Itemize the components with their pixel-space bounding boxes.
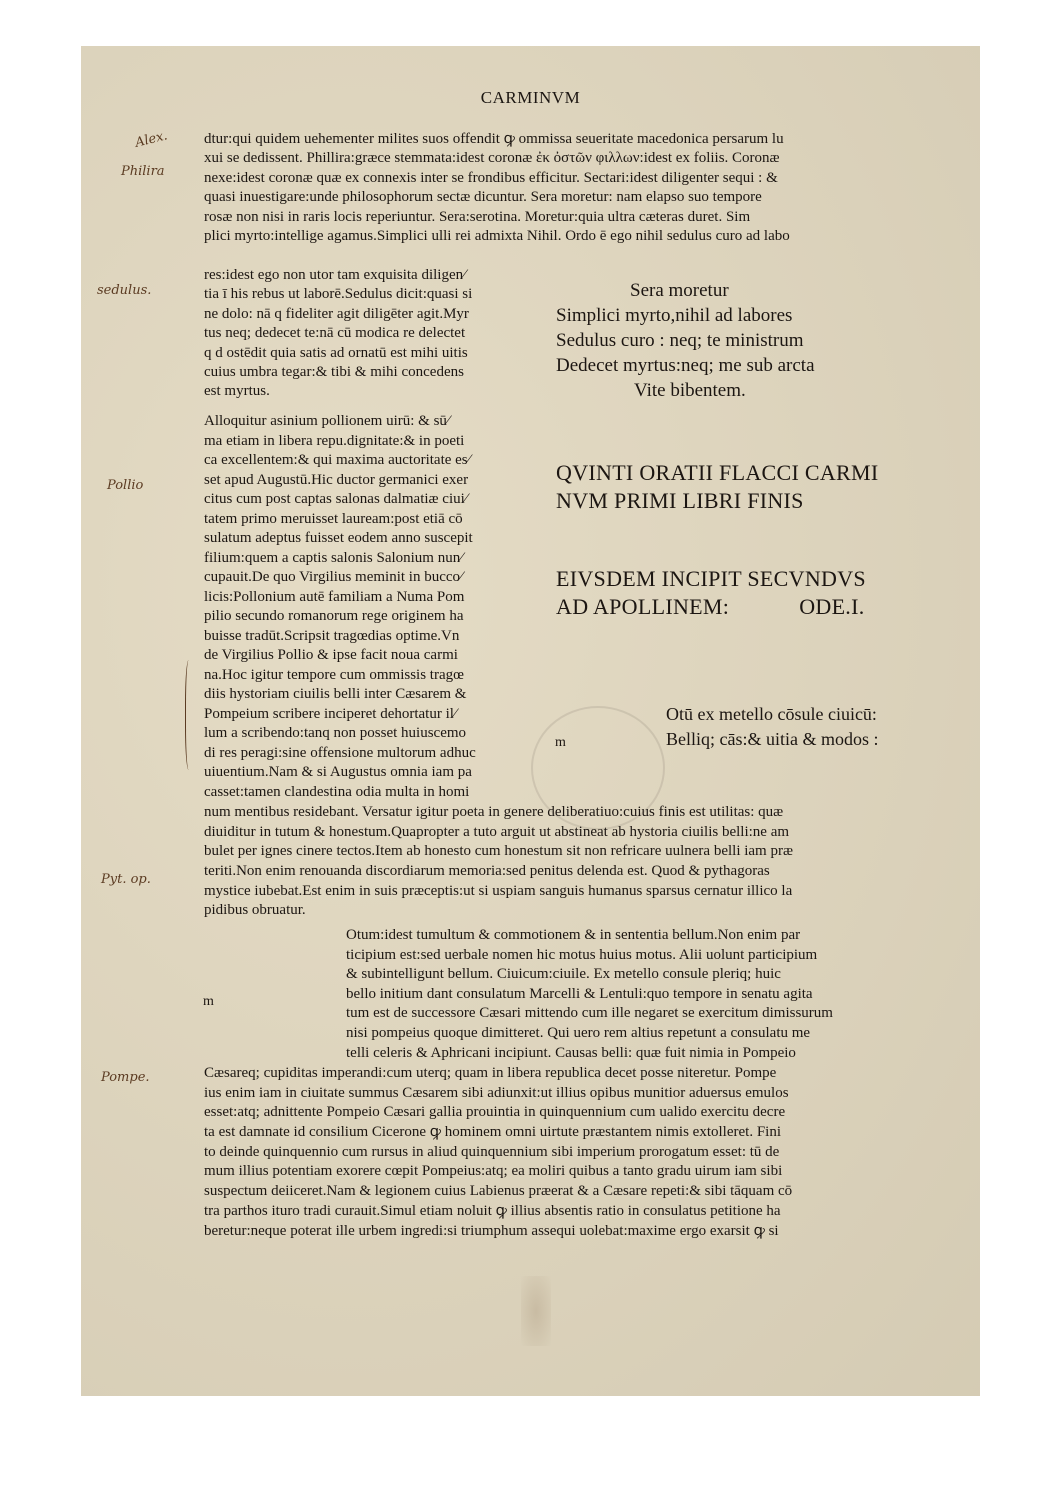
commentary-full-width [204, 803, 793, 921]
verse-line: Sera moretur [630, 280, 729, 301]
column-line: ne dolo: nā q fideliter agit diligēter agit.Myr [204, 305, 469, 322]
column-line: filium:quem a captis salonis Salonium nun⁄ [204, 549, 463, 566]
body-line: tra parthos ituro tradi curauit.Simul etiam noluit ꝙ illius absentis ratio in consulatus petitione ha [204, 1202, 781, 1219]
heading-line: EIVSDEM INCIPIT SECVNDVS [556, 566, 866, 591]
verse-line: Vite bibentem. [634, 380, 746, 401]
body-line: bello initium dant consulatum Marcelli & Lentuli:quo tempore in senatu agita [346, 985, 813, 1002]
body-line: suspectum deiiceret.Nam & legionem cuius Labienus præerat & a Cæsare repeti:& sibi tāquam cō [204, 1183, 793, 1200]
commentary-indented [346, 926, 833, 1063]
paper-stain [521, 1276, 551, 1346]
column-line: di res peragi:sine offensione multorum adhuc [204, 744, 476, 761]
margin-note-alex: Alex. [133, 128, 170, 151]
body-line: teriti.Non enim renouanda discordiarum memoria:sed penitus delenda est. Quod & pythagoras [204, 863, 770, 880]
column-line: ma etiam in libera repu.dignitate:& in poeti [204, 432, 465, 449]
body-line: ticipium est:sed uerbale nomen hic motus huius motus. Alii uolunt participium [346, 946, 818, 963]
column-line: Pompeium scribere inciperet dehortatur il⁄ [204, 705, 457, 722]
margin-note-philira: Philira [121, 164, 165, 179]
body-line: mum illius potentiam exorere cœpit Pompeius:atq; ea moliri quibus a tanto gradu uirum iam sibi [204, 1163, 783, 1180]
gloss-line: dtur:qui quidem uehementer milites suos offendit ꝙ ommissa seueritate macedonica persarum lu [204, 131, 784, 147]
column-line: ca excellentem:& qui maxima auctoritate es⁄ [204, 452, 471, 468]
column-line: Alloquitur asinium pollionem uirū: & sū⁄ [204, 413, 450, 429]
heading-line: NVM PRIMI LIBRI FINIS [556, 488, 804, 513]
body-line: & subintelligunt bellum. Ciuicum:ciuile. Ex metello consule pleriq; huic [346, 966, 781, 983]
column-line: q d ostēdit quia satis ad ornatū est mihi uitis [204, 344, 468, 361]
body-line: nisi pompeius quoque dimitteret. Qui uero rem altius repetunt a consulatu me [346, 1024, 811, 1041]
column-line: licis:Pollonium autē familiam a Numa Pom [204, 588, 465, 605]
gloss-line: rosæ non nisi in raris locis reperiuntur. Sera:serotina. Moretur:quia ultra cæteras duret. Sim [204, 208, 751, 225]
column-line: na.Hoc igitur tempore cum ommissis tragœ [204, 666, 464, 683]
verse-line: Dedecet myrtus:neq; me sub arcta [556, 355, 815, 376]
ode-opening-verse [666, 702, 878, 752]
column-line: pilio secundo romanorum rege originem ha [204, 608, 464, 624]
gloss-line: quasi inuestigare:unde philosophorum sectæ dicuntur. Sera moretur: nam elapso suo tempore [204, 189, 762, 206]
gloss-line: xui se dedissent. Phillira:græce stemmata:idest coronæ ἐκ ὀστῶν φιλλων:idest ex foliis. Coronæ [204, 150, 780, 167]
heading-line: QVINTI ORATII FLACCI CARMI [556, 460, 879, 485]
verse-line: Sedulus curo : neq; te ministrum [556, 330, 804, 351]
heading-line: AD APOLLINEM: [556, 594, 730, 619]
column-line: uiuentium.Nam & si Augustus omnia iam pa [204, 764, 472, 780]
column-line: diis hystoriam ciuilis belli inter Cæsarem & [204, 686, 467, 702]
poem-verse [556, 278, 815, 403]
ode-label: ODE.I. [799, 594, 865, 619]
body-line: pidibus obruatur. [204, 902, 306, 919]
column-line: citus cum post captas salonas dalmatiæ ciui⁄ [204, 491, 468, 507]
body-line: Cæsareq; cupiditas imperandi:cum uterq; quam in libera republica decet posse niteretur. Pompe [204, 1065, 777, 1081]
book-incipit-heading [556, 565, 866, 621]
body-line: Otum:idest tumultum & commotionem & in sententia bellum.Non enim par [346, 927, 801, 943]
column-line: cuius umbra tegar:& tibi & mihi concedens [204, 363, 464, 380]
body-line: tum est de successore Cæsari mittendo cum ille negaret se exercitum dimissurum [346, 1005, 833, 1022]
body-line: esset:atq; adnittente Pompeio Cæsari gallia prouintia in quinquennium cum ualido exercitu decre [204, 1104, 786, 1121]
body-line: mystice iubebat.Est enim in suis præceptis:ut si uspiam sanguis humanus sparsus cernatur illico la [204, 882, 793, 899]
column-line: buisse tradūt.Scripsit tragœdias optime.Vn [204, 627, 460, 644]
body-line: bulet per ignes cinere tectos.Item ab honesto cum honestum sit non refricare uulnera belli iam præ [204, 843, 793, 860]
body-line: to deinde quinquennio cum rursus in aliud quinquennium sibi imperium prorogatum esset: tū de [204, 1143, 780, 1160]
book-page [81, 46, 980, 1396]
column-line: cupauit.De quo Virgilius meminit in bucco⁄ [204, 569, 463, 585]
margin-bracket-mark [185, 660, 194, 770]
column-line: set apud Augustū.Hic ductor germanici exer [204, 471, 469, 488]
verse-line: Belliq; cās:& uitia & modos : [666, 729, 879, 749]
initial-letter-guide: m [555, 735, 566, 750]
margin-note-pollio: Pollio [107, 478, 144, 493]
commentary-gloss [204, 130, 790, 246]
margin-note-pythagoras: Pyt. op. [101, 872, 151, 887]
gloss-line: nexe:idest coronæ quæ ex connexis inter se frondibus efficitur. Sectari:idest diligenter sequi : & [204, 169, 778, 186]
body-line: ius enim iam in ciuitate summus Cæsarem sibi adiunxit:ut illius opibus munitior aduersus emulos [204, 1084, 789, 1101]
column-line: tia ī his rebus ut laborē.Sedulus dicit:quasi si [204, 286, 473, 303]
column-line: est myrtus. [204, 383, 270, 400]
verse-line: Simplici myrto,nihil ad labores [556, 305, 793, 326]
column-line: res:idest ego non utor tam exquisita diligen⁄ [204, 267, 466, 283]
body-line: beretur:neque poterat ille urbem ingredi:si triumphum assequi uolebat:maxime ergo exarsit ꝙ si [204, 1222, 779, 1239]
column-line: sulatum adeptus fuisset eodem anno suscepit [204, 530, 473, 546]
margin-note-pompeius: Pompe. [101, 1070, 150, 1085]
commentary-bottom [204, 1064, 792, 1241]
gloss-line: plici myrto:intellige agamus.Simplici ulli rei admixta Nihil. Ordo ē ego nihil sedulus curo ad labo [204, 227, 790, 244]
column-line: lum a scribendo:tanq non posset huiuscemo [204, 725, 467, 741]
body-line: ta est damnate id consilium Cicerone ꝙ hominem omni uirtute præstantem nimis extolleret. Fini [204, 1124, 781, 1141]
column-line: tus neq; dedecet te:nā cū modica re delectet [204, 325, 466, 342]
column-line: casset:tamen clandestina odia multa in homi [204, 783, 470, 800]
body-line: telli celeris & Aphricani incipiunt. Causas belli: quæ fuit nimia in Pompeio [346, 1044, 796, 1061]
commentary-column-top [204, 266, 472, 402]
body-line: diuiditur in tutum & honestum.Quapropter a tuto arguit ut abstineat ab hystoria ciuilis belli:ne am [204, 823, 790, 840]
margin-note-sedulus: sedulus. [97, 283, 152, 298]
verse-line: Otū ex metello cōsule ciuicū: [666, 704, 877, 724]
column-line: de Virgilius Pollio & ipse facit noua carmi [204, 647, 458, 663]
body-line: num mentibus residebant. Versatur igitur poeta in genere deliberatiuo:cuius finis est utilitas: quæ [204, 804, 784, 820]
book-finis-heading [556, 459, 879, 515]
running-header: CARMINVM [480, 88, 581, 107]
column-line: tatem primo meruisset lauream:post etiā cō [204, 510, 463, 527]
initial-letter-guide-lower: m [203, 994, 214, 1009]
commentary-column-main [204, 412, 476, 802]
